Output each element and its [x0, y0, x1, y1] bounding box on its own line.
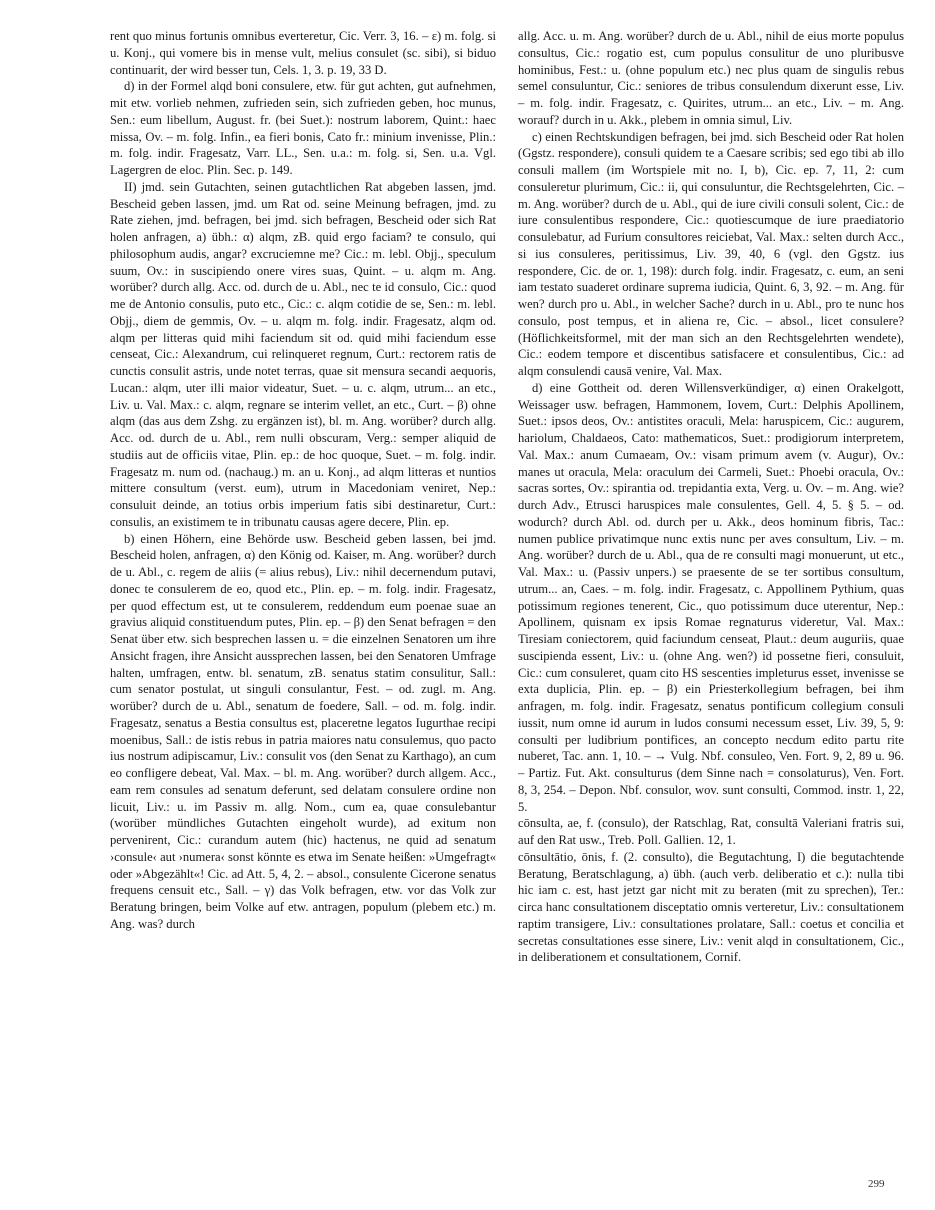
paragraph: d) in der Formel alqd boni consulere, etw. für gut achten, gut aufnehmen, mit etw. vorlieb nehmen, zufrieden sein, sich zufrieden geben, hoc munus, Sen.: eum libellum, August. fr. (bei Suet.): nostrum laborem, Quint.: haec missa, Ov. – m. folg. Infin., ea fieri bonis, Cato fr.: minium invenisse, Plin.: m. folg. indir. Fragesatz, Varr. LL., Sen. u.a.: m. folg. si, Sen. u.a. Vgl. Lagergren de eloc. Plin. Sec. p. 149.: [110, 79, 496, 177]
left-column: [110, 28, 496, 933]
paragraph: b) einen Höhern, eine Behörde usw. Bescheid geben lassen, bei jmd. Bescheid holen, anfragen, α) den König od. Kaiser, m. Ang. worüber? durch de u. Abl., c. regem de aliis (= alius rebus), Liv.: nihil decernendum putavi, donec te consulerem de eo, quod etc., Plin. ep. – m. folg. indir. Fragesatz, per quod effectum est, ut te consulerem, reddendum eum poenae suae an gravius aliquid constituendum putes, Plin. ep. – β) den Senat befragen = den Senat über etw. sich besprechen lassen u. = die einzelnen Senatoren um ihre Ansicht fragen, ihre Ansicht aussprechen lassen, bei den Senatoren Umfrage halten, umfragen, entw. bl. senatum, zB. senatus statim consulitur, Sall.: cum senator postulat, ut singuli consulantur, Fest. – od. zugl. m. Ang. worüber? durch de u. Abl., senatum de foedere, Sall. – od. m. folg. indir. Fragesatz, senatus a Bestia consultus est, placeretne legatos Iugurthae recipi moenibus, Sall.: de istis rebus in patria maiores natu consulemus, quo pacto ius nostrum adipiscamur, Liv.: consulit vos (den Senat zu Karthago), an cum eo confligere debeat, Val. Max. – bl. m. Ang. worüber? durch allgem. Acc., eam rem consules ad senatum deferunt, sed delatam consulere ordine non licuit, Liv.: u. im Passiv m. allg. Nom., cum ea, quae consulebantur (worüber mündliches Gutachten eingeholt wurde), ad exitum non pervenirent, Cic.: curandum autem (hic) hactenus, ne quid ad senatum ›consule‹ aut ›numera‹ sonst könnte es etwa im Senate heißen: »Umgefragt« oder »Abgezählt«! Cic. ad Att. 5, 4, 2. – absol., consulente Cicerone senatus frequens censuit etc., Sall. – γ) das Volk befragen, etw. vor das Volk zur Beratung bringen, beim Volke auf etw. antragen, populum (plebem etc.) m. Ang. was? durch: [110, 531, 496, 931]
paragraph: allg. Acc. u. m. Ang. worüber? durch de u. Abl., nihil de eius morte populus consultus, Cic.: rogatio est, cum populus consulitur de uno pluribusve hominibus, Fest.: u. (ohne populum etc.) nec plus quam de singulis rebus semel consuluntur, Cic.: seniores de tribus consulendum dixerunt esse, Liv. – m. folg. indir. Fragesatz, c. Quirites, utrum... an etc., Liv. – m. Ang. worauf? durch in u. Akk., plebem in omnia simul, Liv.: [518, 29, 904, 127]
paragraph: d) eine Gottheit od. deren Willensverkündiger, α) einen Orakelgott, Weissager usw. befragen, Hammonem, Iovem, Curt.: Delphis Apollinem, Suet.: ipsos deos, Ov.: antistites oraculi, Mela: haruspicem, Cic.: augurem, hariolum, Chaldaeos, Cato: mathematicos, Suet.: prodigiorum interpretem, Val. Max.: anum Cumaeam, Ov.: visam primum avem (v. Augur), Ov.: manes ut oracula, Mela: oraculum dei Carmeli, Suet.: Phoebi oracula, Ov.: sacras sortes, Ov.: spirantia od. trepidantia exta, Verg. u. Ov. – m. Ang. wie? durch Adv., Etrusci haruspices male consulentes, Gell. 4, 5. § 5. – od. wodurch? durch Abl. od. durch per u. Akk., deos hominum fibris, Tac.: numen publice privatimque nunc extis nunc per aves consultum, Liv. – m. Ang. worüber? durch de u. Abl., qua de re consulti magi monuerunt, ut etc., Val. Max.: u. (Passiv unpers.) se praesente de se ter sortibus consultum, utrum... an, Caes. – m. folg. indir. Fragesatz, c. Appollinem Pythium, quas potissimum regiones tenerent, Cic., quo potissimum duce uterentur, Nep.: Apollinem, quisnam ex ipsis Romae regnaturus videretur, Val. Max.: Tiresiam coniectorem, quid faciundum censeat, Plaut.: deum auguriis, quae suscipienda essent, Liv.: u. (ohne Ang. wen?) id possetne fieri, consuluit, Cic.: cum consuleret, quam cito HS sescenties impleturus esset, invenisse se exta duplicia, Plin. ep. – β) ein Priesterkollegium befragen, bei ihm anfragen, m. folg. indir. Fragesatz, senatus pontificum collegium consuli iussit, num omne id aurum in ludos consumi necessum esset, Liv. 39, 5, 9: consulti per ludibrium pontifices, an concepto necdum edito partu rite nuberet, Tac. ann. 1, 10. – → Vulg. Nbf. consuleo, Ven. Fort. 9, 2, 89 u. 96. – Partiz. Fut. Akt. consulturus (dem Sinne nach = consolaturus), Ven. Fort. 8, 3, 254. – Depon. Nbf. consulor, wov. sunt consulti, Commod. instr. 1, 22, 5.: [518, 380, 904, 814]
dictionary-entry: cōnsulta, ae, f. (consulo), der Ratschlag, Rat, consultā Valeriani fratris sui, auf den Rat usw., Treb. Poll. Gallien. 12, 1.: [518, 816, 904, 847]
right-column: [518, 28, 904, 966]
page-number: 299: [868, 1178, 885, 1190]
paragraph: c) einen Rechtskundigen befragen, bei jmd. sich Bescheid oder Rat holen (Ggstz. respondere), consuli quidem te a Caesare scribis; sed ego tibi ab illo consuli mallem (im Wortspiele mit no. I, b), Cic. ep. 7, 11, 2: cum consuleretur plurimum, Cic.: ii, qui consuluntur, die Rechtsgelehrten, Cic. – m. Ang. worüber? durch de u. Abl., qui de iure civili consuli solent, Cic.: de iure consulentibus respondere, Cic.: quotiescumque de iure praediatorio consulebatur, ad Furium consultores reiciebat, Val. Max.: selten durch Acc., si ius consuleres, peritissimus, Liv. 39, 40, 6 (vgl. den Ggstz. ius respondere, Cic. de or. 1, 198): durch folg. indir. Fragesatz, c. eum, an seni iam testato suaderet ordinare suprema iudicia, Quint. 6, 3, 92. – m. Ang. für wen? durch pro u. Abl., in welcher Sache? durch in u. Abl., pro te nunc hos consulo, post tempus, et in aliena re, Cic. – absol., licet consulere? (Höflichkeitsformel, mit der man sich an den Rechtsgelehrten wendete), Cic.: eodem tempore et discentibus satisfacere et consulentibus, Cic.: ad alqm consulendi causā venire, Val. Max.: [518, 129, 904, 378]
dictionary-entry: cōnsultātio, ōnis, f. (2. consulto), die Begutachtung, I) die begutachtende Beratung, Beratschlagung, a) übh. (auch verb. deliberatio et c.): nulla tibi hic iam c. est, hast jetzt gar nicht mit zu beraten (mit zu sprechen), Ter.: circa hanc consultationem disceptatio omnis verteretur, Liv.: consultationem raptim transigere, Liv.: consultationes prolatare, Sall.: coetus et concilia et secretas consultationes esse sinere, Liv.: venit alqd in consultationem, Cic., in deliberationem et consultationem, Cornif.: [518, 849, 904, 965]
paragraph: rent quo minus fortunis omnibus everteretur, Cic. Verr. 3, 16. – ε) m. folg. si u. Konj., qui vomere bis in mense vult, melius consulet (sc. sibi), si biduo continuarit, der wird besser tun, Cels. 1, 3. p. 19, 33 D.: [110, 29, 496, 77]
paragraph: II) jmd. sein Gutachten, seinen gutachtlichen Rat abgeben lassen, jmd. Bescheid geben lassen, jmd. um Rat od. seine Meinung befragen, jmd. zu Rate ziehen, jmd. befragen, bei jmd. sich befragen, Bescheid oder sich Rat holen anfragen, a) übh.: α) alqm, zB. quid ergo faciam? te consulo, qui philosophum audis, angar? excruciemne me? Cic.: m. lebl. Objj., speculum suum, Ov.: in suscipiendo onere vires suas, Quint. – u. alqm m. Ang. worüber? durch allg. Acc. od. durch de u. Abl., nec te id consulo, Cic.: quod me de Antonio consulis, puto etc., Cic.: c. alqm cotidie de se, Sen.: m. lebl. Objj., diem de gemmis, Ov. – u. alqm m. folg. indir. Fragesatz, alqm od. alqm per litteras quid mihi faciendum sit od. quid mihi faciendum esse censeat, Cic.: Alexandrum, cui relinqueret regnum, Curt.: rectorem ratis de cunctis consulit astris, unde notet terras, quae sit mensura secandi aequoris, Lucan.: alqm, uter illi maior videatur, Suet. – u. c. alqm, utrum... an etc., Liv. u. Val. Max.: c. alqm, regnare se interim vellet, an etc., Curt. – β) ohne alqm (das aus dem Zshg. zu ergänzen ist), bl. m. Ang. worüber? durch allg. Acc. od. durch de u. Abl., rem nulli obscuram, Verg.: semper aliquid de studiis aut de officiis vitae, Plin. ep.: de hoc quoque, Suet. – m. folg. indir. Fragesatz m. num od. (nachaug.) m. an u. Konj., ad alqm litteras et nuntios mittere consultum (verst. eum), utrum in Macedoniam veniret, Nep.: consuluit deinde, an totius orbis imperium fatis sibi destinaretur, Curt.: consulis, an existimem te in tribunatu causas agere decere, Plin. ep.: [110, 179, 496, 529]
